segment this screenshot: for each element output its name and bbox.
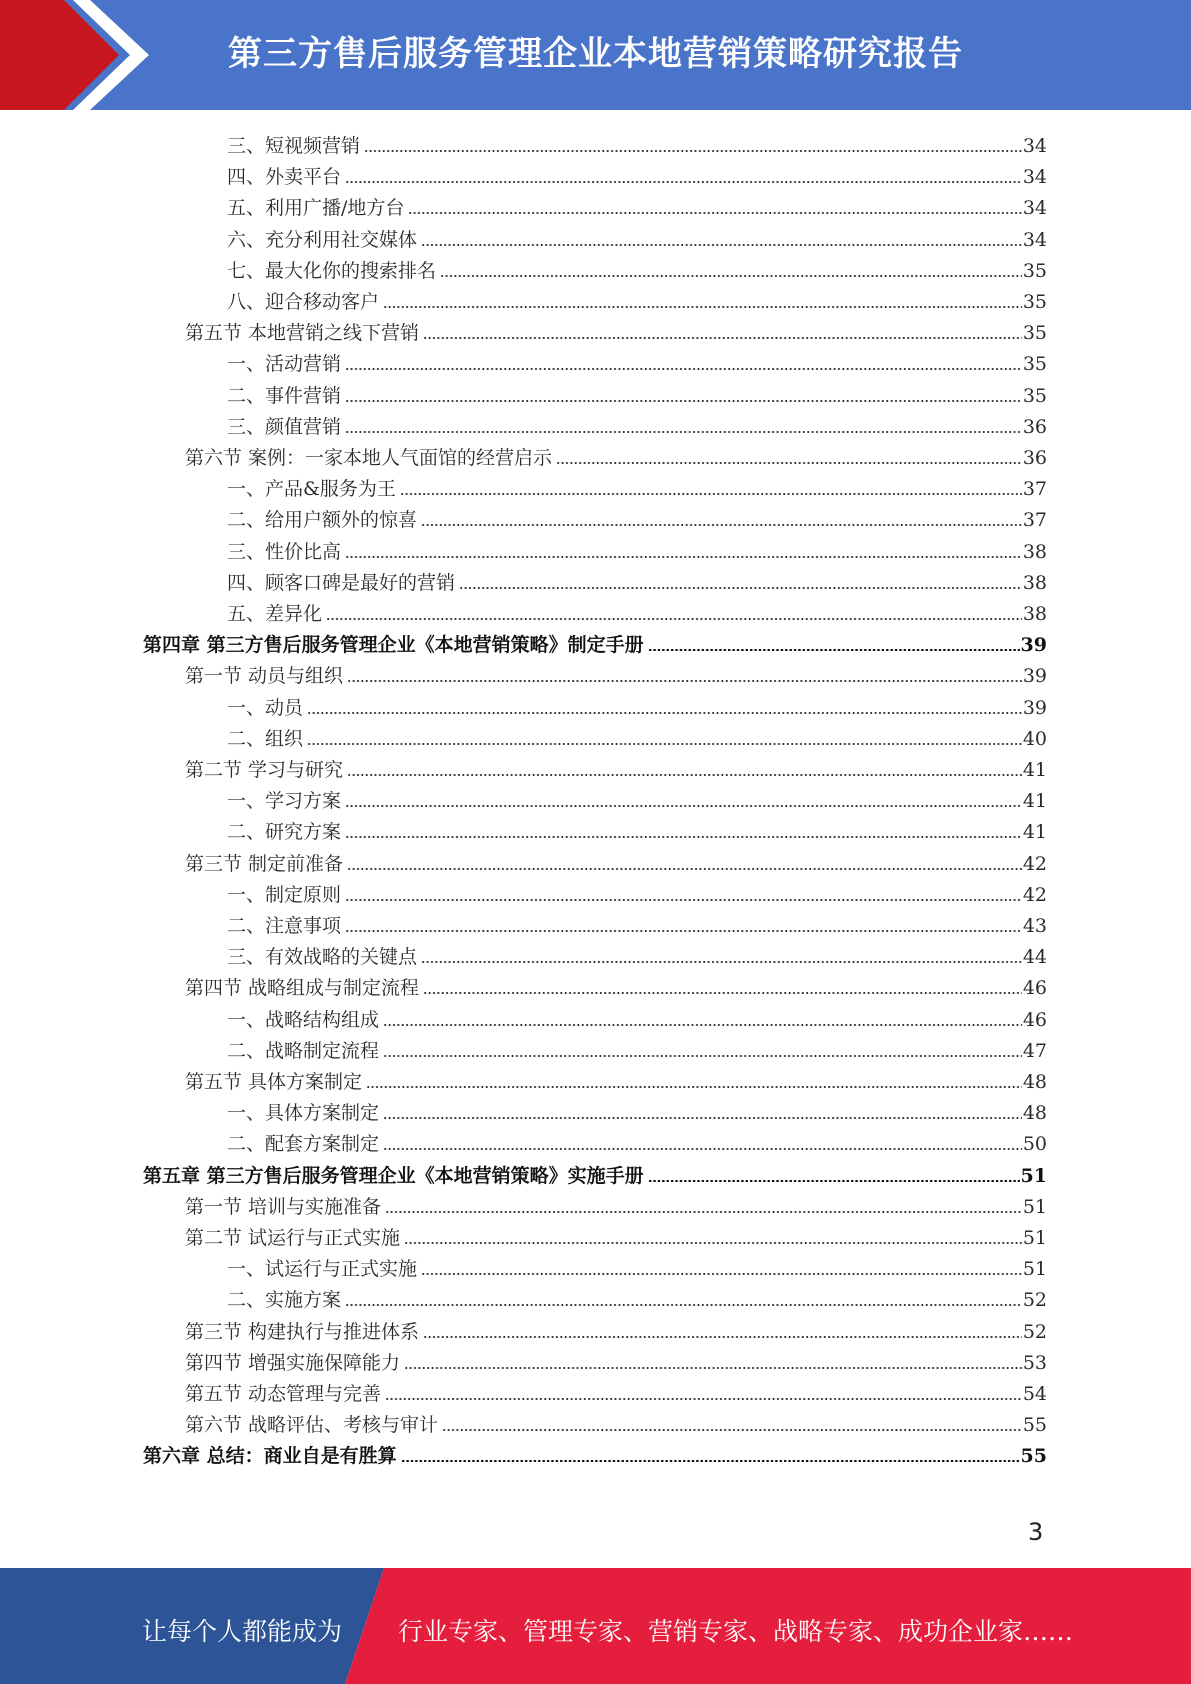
toc-entry-page: 38 [1022,540,1047,563]
toc-dot-leader [385,1398,1022,1400]
toc-entry-title: 二、实施方案 [227,1289,342,1312]
toc-entry[interactable] [227,1094,1047,1125]
toc-dot-leader [423,1336,1022,1338]
toc-dot-leader [345,836,1022,838]
toc-entry-title: 三、短视频营销 [227,135,361,157]
toc-entry-page: 34 [1022,166,1047,189]
toc-entry[interactable] [227,1125,1047,1156]
header-arrow-decoration [0,0,160,110]
toc-entry-page: 39 [1022,696,1047,719]
toc-entry[interactable] [143,626,1047,657]
toc-entry-page: 38 [1022,571,1047,594]
toc-entry-page: 37 [1022,509,1047,532]
toc-entry-title: 二、组织 [227,727,304,750]
toc-entry[interactable] [227,189,1047,220]
toc-dot-leader [345,805,1022,807]
toc-dot-leader [556,462,1022,464]
toc-entry-page: 35 [1022,384,1047,407]
toc-entry[interactable] [227,501,1047,532]
toc-entry-page: 36 [1022,447,1047,469]
toc-entry-title: 三、颜值营销 [227,415,342,438]
toc-entry-page: 35 [1022,291,1047,313]
toc-entry-page: 36 [1022,415,1047,438]
toc-entry-page: 40 [1022,727,1047,750]
toc-entry[interactable] [227,221,1047,252]
toc-entry-page: 37 [1022,478,1047,501]
toc-entry[interactable] [185,657,1047,688]
toc-dot-leader [347,774,1022,776]
toc-entry-page: 48 [1022,1071,1047,1093]
header-banner [0,0,1191,110]
toc-entry-page: 50 [1022,1133,1047,1156]
toc-entry[interactable] [227,158,1047,189]
footer-slogan-left: 让每个人都能成为 [142,1617,343,1646]
toc-entry[interactable] [143,1437,1047,1468]
toc-dot-leader [307,743,1022,745]
footer-slogan-right: 行业专家、管理专家、营销专家、战略专家、成功企业家…… [398,1617,1074,1646]
toc-entry-title: 第五节 动态管理与完善 [185,1383,382,1405]
toc-entry-page: 53 [1022,1351,1047,1374]
toc-entry[interactable] [227,1032,1047,1063]
toc-entry-page: 52 [1022,1320,1047,1343]
toc-entry[interactable] [227,876,1047,907]
toc-dot-leader [364,150,1022,152]
toc-entry[interactable] [227,377,1047,408]
toc-entry-page: 55 [1020,1445,1047,1468]
toc-entry-title: 一、动员 [227,696,304,719]
toc-entry-page: 41 [1022,790,1047,813]
toc-entry-title: 一、活动营销 [227,353,342,376]
toc-entry[interactable] [227,408,1047,439]
toc-entry[interactable] [185,1313,1047,1344]
toc-entry[interactable] [227,345,1047,376]
toc-dot-leader [383,1055,1022,1057]
toc-entry-title: 一、具体方案制定 [227,1102,380,1125]
toc-entry-page: 51 [1022,1195,1047,1218]
toc-entry[interactable] [185,1375,1047,1406]
toc-entry-title: 二、事件营销 [227,384,342,407]
toc-entry[interactable] [185,751,1047,782]
toc-entry[interactable] [185,439,1047,470]
toc-entry[interactable] [227,720,1047,751]
toc-entry[interactable] [227,938,1047,969]
toc-dot-leader [307,712,1022,714]
toc-entry-page: 52 [1022,1289,1047,1312]
toc-entry[interactable] [143,1157,1047,1188]
toc-dot-leader [442,1429,1022,1431]
toc-entry-title: 三、有效战略的关键点 [227,946,418,969]
toc-entry[interactable] [185,1063,1047,1094]
toc-entry[interactable] [227,907,1047,938]
toc-dot-leader [345,400,1022,402]
toc-entry-page: 46 [1022,1008,1047,1031]
toc-entry-title: 二、给用户额外的惊喜 [227,509,418,532]
toc-entry-title: 一、产品&服务为王 [227,478,396,501]
toc-entry-title: 第四节 战略组成与制定流程 [185,977,420,1000]
toc-entry[interactable] [227,782,1047,813]
toc-entry[interactable] [227,252,1047,283]
toc-dot-leader [345,431,1022,433]
toc-entry[interactable] [227,1250,1047,1281]
toc-dot-leader [345,1304,1022,1306]
toc-entry[interactable] [227,813,1047,844]
toc-entry[interactable] [227,564,1047,595]
toc-entry-title: 四、顾客口碑是最好的营销 [227,571,456,594]
toc-dot-leader [383,1117,1022,1119]
toc-entry[interactable] [227,127,1047,158]
toc-dot-leader [385,1211,1022,1213]
toc-dot-leader [326,618,1022,620]
toc-entry-page: 51 [1020,1164,1047,1187]
toc-entry-page: 38 [1022,603,1047,625]
toc-entry-page: 51 [1022,1258,1047,1281]
toc-entry-title: 第四节 增强实施保障能力 [185,1351,401,1374]
toc-entry-page: 39 [1022,665,1047,688]
toc-entry-page: 43 [1022,915,1047,937]
toc-entry-title: 一、战略结构组成 [227,1008,380,1031]
toc-entry-page: 44 [1022,946,1047,969]
toc-entry-page: 34 [1022,228,1047,251]
toc-entry-page: 48 [1022,1102,1047,1125]
toc-entry-title: 一、试运行与正式实施 [227,1258,418,1281]
toc-entry-title: 第五节 本地营销之线下营销 [185,322,420,345]
toc-entry-page: 41 [1022,821,1047,844]
toc-entry-page: 41 [1022,759,1047,781]
report-title: 第三方售后服务管理企业本地营销策略研究报告 [228,34,963,74]
toc-entry-title: 第三节 制定前准备 [185,852,344,875]
toc-entry-title: 五、利用广播/地方台 [227,197,405,220]
toc-entry[interactable] [185,1219,1047,1250]
toc-dot-leader [383,306,1022,308]
toc-dot-leader [459,587,1022,589]
toc-entry-page: 42 [1022,852,1047,875]
toc-entry[interactable] [227,470,1047,501]
toc-entry[interactable] [227,689,1047,720]
toc-dot-leader [345,556,1022,558]
toc-entry[interactable] [227,1001,1047,1032]
toc-entry[interactable] [227,533,1047,564]
toc-entry-title: 四、外卖平台 [227,166,342,189]
toc-entry[interactable] [227,595,1047,626]
toc-entry-page: 34 [1022,197,1047,220]
toc-entry-page: 54 [1022,1383,1047,1405]
toc-dot-leader [383,1148,1022,1150]
toc-dot-leader [648,1180,1020,1182]
footer-banner [0,1568,1191,1684]
toc-entry-page: 42 [1022,883,1047,906]
toc-entry-title: 三、性价比高 [227,540,342,563]
toc-entry[interactable] [185,969,1047,1000]
toc-entry-title: 第四章 第三方售后服务管理企业《本地营销策略》制定手册 [143,634,644,657]
toc-dot-leader [347,868,1022,870]
toc-dot-leader [423,992,1022,994]
toc-entry-title: 七、最大化你的搜索排名 [227,259,437,282]
toc-dot-leader [345,181,1022,183]
toc-dot-leader [345,899,1022,901]
toc-dot-leader [440,275,1022,277]
toc-entry[interactable] [185,1188,1047,1219]
toc-entry-title: 第五章 第三方售后服务管理企业《本地营销策略》实施手册 [143,1164,644,1187]
toc-entry[interactable] [227,283,1047,314]
toc-entry-title: 第二节 试运行与正式实施 [185,1227,401,1249]
toc-entry-title: 一、制定原则 [227,883,342,906]
toc-dot-leader [366,1086,1022,1088]
toc-entry-title: 二、研究方案 [227,821,342,844]
toc-entry-page: 34 [1022,135,1047,157]
toc-entry-page: 35 [1022,259,1047,282]
toc-entry-page: 35 [1022,322,1047,345]
toc-dot-leader [408,212,1021,214]
toc-dot-leader [345,930,1022,932]
toc-entry-title: 六、充分利用社交媒体 [227,228,418,251]
toc-dot-leader [421,524,1022,526]
toc-dot-leader [347,680,1022,682]
toc-entry[interactable] [185,314,1047,345]
toc-dot-leader [421,961,1022,963]
toc-entry-title: 第一节 动员与组织 [185,665,344,688]
toc-dot-leader [401,1460,1020,1462]
toc-dot-leader [383,1024,1022,1026]
toc-entry-title: 八、迎合移动客户 [227,291,380,313]
toc-entry-page: 47 [1022,1039,1047,1062]
page-number: 3 [1028,1518,1044,1546]
toc-entry[interactable] [185,1344,1047,1375]
toc-entry-title: 第一节 培训与实施准备 [185,1195,382,1218]
toc-entry-page: 39 [1020,634,1047,657]
toc-entry-title: 第六章 总结：商业自是有胜算 [143,1445,397,1468]
toc-entry-title: 二、配套方案制定 [227,1133,380,1156]
toc-entry-title: 五、差异化 [227,603,323,625]
toc-entry-title: 第二节 学习与研究 [185,759,344,781]
toc-entry[interactable] [185,845,1047,876]
toc-entry-title: 第五节 具体方案制定 [185,1071,363,1093]
toc-dot-leader [345,368,1022,370]
toc-dot-leader [400,493,1022,495]
toc-entry-page: 51 [1022,1227,1047,1249]
toc-dot-leader [648,649,1020,651]
toc-dot-leader [423,337,1022,339]
toc-dot-leader [421,1273,1022,1275]
toc-entry[interactable] [227,1281,1047,1312]
toc-dot-leader [404,1242,1022,1244]
toc-dot-leader [421,244,1022,246]
toc-entry-page: 55 [1022,1414,1047,1437]
toc-entry-title: 第六节 案例：一家本地人气面馆的经营启示 [185,447,553,469]
toc-entry-title: 二、战略制定流程 [227,1039,380,1062]
toc-entry-title: 二、注意事项 [227,915,342,937]
toc-entry-title: 一、学习方案 [227,790,342,813]
toc-dot-leader [404,1367,1022,1369]
toc-entry-title: 第三节 构建执行与推进体系 [185,1320,420,1343]
toc-entry-page: 46 [1022,977,1047,1000]
toc-entry[interactable] [185,1406,1047,1437]
toc-entry-title: 第六节 战略评估、考核与审计 [185,1414,439,1437]
toc-entry-page: 35 [1022,353,1047,376]
